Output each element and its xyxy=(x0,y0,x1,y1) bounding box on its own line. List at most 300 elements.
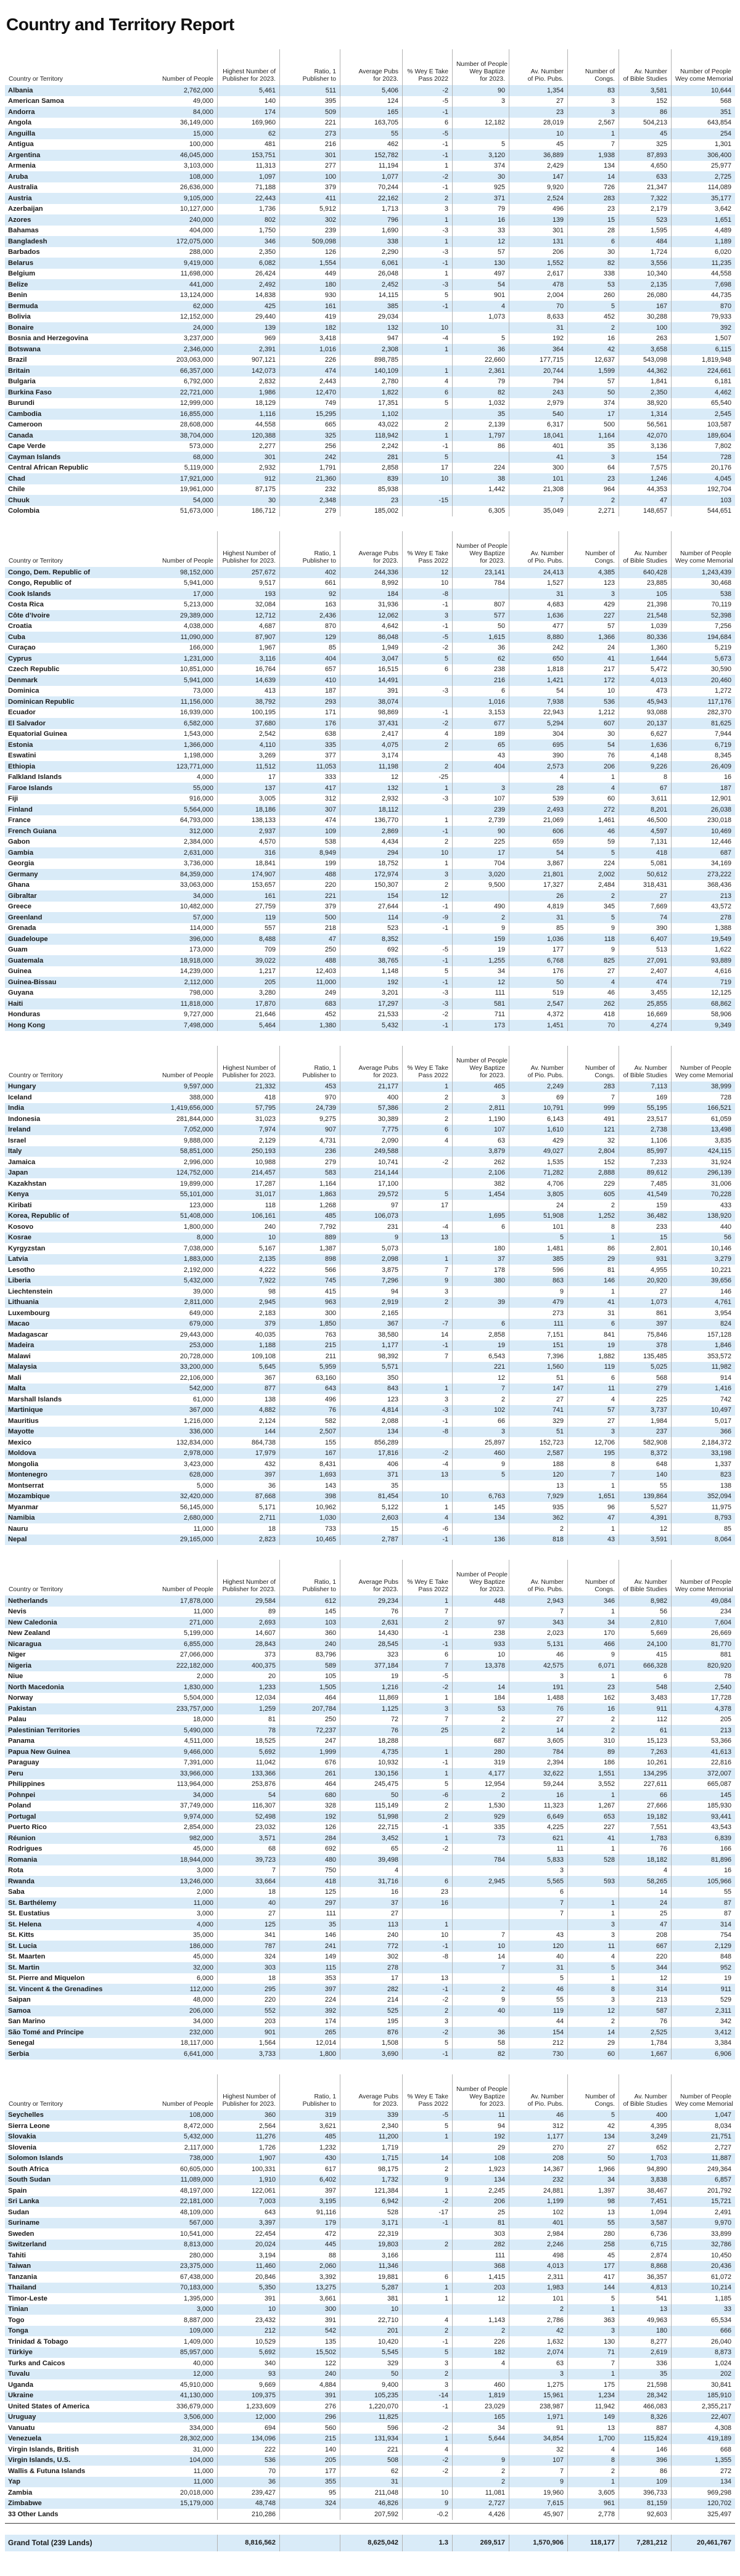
avg-cell: 98,175 xyxy=(340,2164,403,2175)
country-cell: Philippines xyxy=(8,1780,45,1788)
memorial-cell: 351 xyxy=(720,108,731,116)
highest-cell: 391 xyxy=(218,2293,280,2304)
ratio-cell: 126 xyxy=(280,1822,340,1833)
studies-cell: 2,810 xyxy=(619,1617,672,1628)
memorial-cell: 643,854 xyxy=(707,119,731,127)
baptized-cell: 54 xyxy=(453,279,509,290)
pct-cell xyxy=(403,1362,453,1373)
baptized-cell: 159 xyxy=(453,934,509,945)
studies-cell: 8,372 xyxy=(619,1448,672,1459)
table-row xyxy=(5,2005,735,2016)
people-cell: 36,149,000 xyxy=(142,118,218,129)
congs-cell: 227 xyxy=(568,1822,619,1833)
table-row xyxy=(5,2196,735,2207)
memorial-cell: 6,857 xyxy=(714,2176,731,2184)
congs-cell: 363 xyxy=(568,2315,619,2326)
ratio-cell: 312 xyxy=(280,794,340,805)
ratio-cell: 12,470 xyxy=(280,387,340,398)
studies-cell: 8,201 xyxy=(619,804,672,815)
country-cell: Timor-Leste xyxy=(8,2294,47,2302)
highest-cell: 10,529 xyxy=(218,2336,280,2347)
highest-cell: 1,750 xyxy=(218,226,280,237)
baptized-cell: 1,797 xyxy=(453,430,509,441)
studies-cell: 4,395 xyxy=(619,2121,672,2132)
avg-cell: 796 xyxy=(340,214,403,226)
ratio-cell: 474 xyxy=(280,365,340,377)
memorial-cell: 32,786 xyxy=(710,2241,731,2249)
table-row xyxy=(5,204,735,215)
congs-cell: 1 xyxy=(568,1607,619,1618)
pct-cell: -1 xyxy=(403,826,453,837)
pio-cell: 22,943 xyxy=(509,707,568,719)
congs-cell: 57 xyxy=(568,1405,619,1416)
people-cell: 1,216,000 xyxy=(142,1416,218,1427)
table-row xyxy=(5,1114,735,1125)
ratio-cell: 250 xyxy=(280,945,340,956)
country-cell: Uganda xyxy=(8,2381,34,2389)
highest-cell: 2,937 xyxy=(218,826,280,837)
highest-cell: 2,277 xyxy=(218,441,280,452)
avg-cell: 46,826 xyxy=(340,2498,403,2509)
studies-cell: 213 xyxy=(619,1995,672,2006)
highest-cell: 48,748 xyxy=(218,2498,280,2509)
memorial-cell: 189,604 xyxy=(707,431,731,439)
pct-cell xyxy=(403,1168,453,1179)
highest-cell: 418 xyxy=(218,1092,280,1103)
memorial-cell: 1,024 xyxy=(714,2359,731,2367)
table-row xyxy=(5,1125,735,1136)
pio-cell: 7,929 xyxy=(509,1491,568,1502)
people-cell: 6,855,000 xyxy=(142,1639,218,1650)
people-cell: 11,000 xyxy=(142,2477,218,2488)
people-cell: 39,000 xyxy=(142,1286,218,1297)
people-cell: 5,432,000 xyxy=(142,1276,218,1287)
country-cell: United States of America xyxy=(8,2402,90,2410)
highest-cell: 57,795 xyxy=(218,1103,280,1114)
pio-column-header: Av. Number of Pio. Pubs. xyxy=(509,1560,568,1596)
ratio-cell: 417 xyxy=(280,783,340,794)
baptized-cell: 7 xyxy=(453,1962,509,1973)
people-cell: 7,498,000 xyxy=(142,1020,218,1031)
studies-cell: 474 xyxy=(619,977,672,988)
table-row xyxy=(5,1822,735,1833)
pct-cell: 9 xyxy=(403,1276,453,1287)
pct-cell: 2 xyxy=(403,1103,453,1114)
highest-cell: 106,161 xyxy=(218,1211,280,1222)
avg-cell: 50 xyxy=(340,1790,403,1801)
memorial-cell: 79,933 xyxy=(710,313,731,321)
avg-cell: 2,787 xyxy=(340,1535,403,1546)
congs-cell: 57 xyxy=(568,377,619,388)
pct-cell: -2 xyxy=(403,1448,453,1459)
memorial-cell: 202 xyxy=(720,2370,731,2378)
studies-cell: 400 xyxy=(619,2110,672,2121)
highest-cell: 153,657 xyxy=(218,880,280,891)
country-cell: Bermuda xyxy=(8,302,38,310)
baptized-cell: 3,020 xyxy=(453,869,509,880)
ratio-cell: 187 xyxy=(280,686,340,697)
table-row xyxy=(5,2121,735,2132)
highest-cell: 643 xyxy=(218,2207,280,2218)
studies-cell: 7,322 xyxy=(619,193,672,204)
memorial-cell: 2,545 xyxy=(714,410,731,418)
ratio-cell: 1,554 xyxy=(280,258,340,269)
table-rows xyxy=(5,567,735,1031)
ratio-cell: 232 xyxy=(280,484,340,495)
studies-cell: 6 xyxy=(619,1671,672,1682)
studies-cell: 75,846 xyxy=(619,1329,672,1340)
ratio-cell: 464 xyxy=(280,1779,340,1790)
highest-cell: 81 xyxy=(218,1714,280,1726)
pct-cell: 13 xyxy=(403,1973,453,1984)
people-cell: 11,000 xyxy=(142,1607,218,1618)
people-cell: 2,996,000 xyxy=(142,1157,218,1168)
pct-cell: 10 xyxy=(403,1491,453,1502)
avg-cell: 9,400 xyxy=(340,2379,403,2391)
congs-cell: 11 xyxy=(568,1384,619,1395)
ratio-cell: 122 xyxy=(280,2358,340,2369)
congs-cell: 23 xyxy=(568,204,619,215)
pct-cell xyxy=(403,2304,453,2315)
memorial-cell: 43,572 xyxy=(710,903,731,911)
pct-cell: 2 xyxy=(403,2326,453,2337)
country-cell: Australia xyxy=(8,184,38,192)
pio-cell: 4,819 xyxy=(509,902,568,913)
studies-cell: 1,724 xyxy=(619,247,672,258)
congs-cell: 5 xyxy=(568,912,619,923)
ratio-cell: 171 xyxy=(280,707,340,719)
country-cell: Sri Lanka xyxy=(8,2198,39,2206)
avg-cell: 86,048 xyxy=(340,632,403,643)
memorial-cell: 529 xyxy=(720,1996,731,2004)
table-row xyxy=(5,2434,735,2445)
congs-cell: 2,804 xyxy=(568,1146,619,1157)
highest-cell: 7,003 xyxy=(218,2196,280,2207)
studies-cell: 25,855 xyxy=(619,998,672,1009)
studies-cell: 1,703 xyxy=(619,2153,672,2164)
pio-cell: 1,527 xyxy=(509,578,568,589)
country-cell: Tanzania xyxy=(8,2273,38,2281)
people-cell: 1,409,000 xyxy=(142,2336,218,2347)
pio-cell: 4,706 xyxy=(509,1178,568,1189)
pio-cell: 19,960 xyxy=(509,2487,568,2498)
pio-cell: 1,552 xyxy=(509,258,568,269)
highest-cell: 11,042 xyxy=(218,1758,280,1769)
baptized-cell: 497 xyxy=(453,269,509,280)
baptized-cell: 19 xyxy=(453,1340,509,1351)
pio-cell: 741 xyxy=(509,1405,568,1416)
highest-cell: 1,986 xyxy=(218,387,280,398)
pct-cell: 4 xyxy=(403,2444,453,2455)
ratio-cell: 511 xyxy=(280,85,340,96)
pct-cell xyxy=(403,2477,453,2488)
highest-cell: 28,843 xyxy=(218,1639,280,1650)
memorial-cell: 728 xyxy=(720,453,731,461)
ratio-cell: 240 xyxy=(280,1639,340,1650)
country-cell: Palau xyxy=(8,1716,27,1724)
people-cell: 34,000 xyxy=(142,2016,218,2028)
country-cell: St. Martin xyxy=(8,1963,39,1971)
baptized-cell: 303 xyxy=(453,2228,509,2240)
studies-cell: 21,347 xyxy=(619,182,672,194)
congs-cell: 1,966 xyxy=(568,2164,619,2175)
country-cell: Tonga xyxy=(8,2327,28,2335)
pio-cell: 147 xyxy=(509,171,568,182)
ratio-cell: 215 xyxy=(280,2434,340,2445)
country-cell: Bosnia and Herzegovina xyxy=(8,335,88,343)
avg-cell: 11,825 xyxy=(340,2412,403,2423)
congs-cell: 262 xyxy=(568,998,619,1009)
country-cell: Côte d’Ivoire xyxy=(8,611,50,619)
country-cell: Saipan xyxy=(8,1996,31,2004)
highest-cell: 17,287 xyxy=(218,1178,280,1189)
highest-cell: 116,307 xyxy=(218,1801,280,1812)
highest-cell: 8,488 xyxy=(218,934,280,945)
studies-cell: 325 xyxy=(619,139,672,150)
people-cell: 48,197,000 xyxy=(142,2185,218,2196)
baptized-cell: 4 xyxy=(453,301,509,312)
pct-column-header: % Wey E Take Pass 2022 xyxy=(403,531,453,567)
pio-cell: 818 xyxy=(509,1535,568,1546)
ratio-cell: 265 xyxy=(280,2027,340,2038)
memorial-cell: 39,656 xyxy=(710,1277,731,1285)
country-cell: Germany xyxy=(8,870,38,878)
highest-cell: 212 xyxy=(218,2326,280,2337)
pct-cell: 4 xyxy=(403,729,453,740)
ratio-cell: 763 xyxy=(280,1329,340,1340)
congs-cell: 98 xyxy=(568,2196,619,2207)
country-cell: Malta xyxy=(8,1385,26,1393)
people-cell: 649,000 xyxy=(142,1308,218,1319)
avg-cell: 692 xyxy=(340,945,403,956)
memorial-cell: 538 xyxy=(720,590,731,598)
memorial-cell: 11,975 xyxy=(711,1503,731,1511)
studies-cell: 2,874 xyxy=(619,2250,672,2261)
table-row xyxy=(5,1470,735,1481)
pio-cell: 27 xyxy=(509,1714,568,1726)
people-cell: 336,000 xyxy=(142,1427,218,1438)
baptized-cell: 784 xyxy=(453,1854,509,1865)
table-row xyxy=(5,1747,735,1758)
studies-cell: 12 xyxy=(619,1523,672,1535)
pio-cell: 7 xyxy=(509,1607,568,1618)
ratio-cell: 509 xyxy=(280,107,340,118)
baptized-cell: 25 xyxy=(453,2207,509,2218)
memorial-cell: 30,590 xyxy=(710,666,731,674)
avg-cell: 115,149 xyxy=(340,1801,403,1812)
highest-cell: 432 xyxy=(218,1459,280,1470)
studies-cell: 225 xyxy=(619,1394,672,1405)
highest-cell: 174 xyxy=(218,107,280,118)
table-row xyxy=(5,1362,735,1373)
avg-cell: 947 xyxy=(340,333,403,344)
highest-cell: 250,193 xyxy=(218,1146,280,1157)
memorial-cell: 43,543 xyxy=(710,1824,731,1832)
baptized-cell: 4 xyxy=(453,2358,509,2369)
baptized-cell: 280 xyxy=(453,1747,509,1758)
pio-cell: 2,984 xyxy=(509,2228,568,2240)
country-cell: Netherlands xyxy=(8,1597,48,1605)
congs-cell: 345 xyxy=(568,902,619,913)
pct-cell: 3 xyxy=(403,610,453,621)
pct-cell: -8 xyxy=(403,1427,453,1438)
studies-cell: 4,955 xyxy=(619,1265,672,1276)
people-cell: 35,000 xyxy=(142,1930,218,1941)
people-cell: 1,419,656,000 xyxy=(142,1103,218,1114)
highest-cell: 118 xyxy=(218,1200,280,1211)
ratio-cell: 161 xyxy=(280,301,340,312)
ratio-cell: 430 xyxy=(280,2153,340,2164)
table-row xyxy=(5,1200,735,1211)
memorial-cell: 10,214 xyxy=(710,2284,731,2292)
country-cell: Montserrat xyxy=(8,1482,44,1490)
memorial-cell: 1,819,948 xyxy=(701,356,731,364)
baptized-cell: 12 xyxy=(453,236,509,247)
people-cell: 222,182,000 xyxy=(142,1660,218,1671)
pio-cell: 1,481 xyxy=(509,1243,568,1254)
memorial-cell: 6,906 xyxy=(714,2050,731,2058)
ratio-cell: 589 xyxy=(280,1660,340,1671)
pio-cell xyxy=(509,1919,568,1930)
highest-cell: 29,584 xyxy=(218,1596,280,1607)
country-cell: St. Barthélemy xyxy=(8,1899,57,1907)
memorial-cell: 4,045 xyxy=(714,475,731,483)
people-cell: 18,944,000 xyxy=(142,1854,218,1865)
pio-cell: 206 xyxy=(509,247,568,258)
avg-cell: 5,432 xyxy=(340,1020,403,1031)
congs-cell: 4 xyxy=(568,1394,619,1405)
avg-cell: 10,932 xyxy=(340,1758,403,1769)
congs-cell: 258 xyxy=(568,2240,619,2251)
country-cell: Ghana xyxy=(8,881,30,889)
avg-cell: 22,162 xyxy=(340,193,403,204)
studies-cell: 1,636 xyxy=(619,740,672,751)
baptized-cell: 465 xyxy=(453,1082,509,1093)
memorial-cell: 1,301 xyxy=(714,141,731,149)
pio-cell: 390 xyxy=(509,751,568,762)
pio-cell: 7,151 xyxy=(509,1329,568,1340)
people-cell: 5,490,000 xyxy=(142,1725,218,1736)
people-cell: 206,000 xyxy=(142,2005,218,2016)
congs-cell: 229 xyxy=(568,1178,619,1189)
country-cell: São Tomé and Príncipe xyxy=(8,2028,84,2036)
country-cell: Finland xyxy=(8,805,33,813)
highest-cell: 31,017 xyxy=(218,1189,280,1200)
table-row xyxy=(5,1319,735,1330)
avg-cell: 85,938 xyxy=(340,484,403,495)
congs-cell: 7 xyxy=(568,139,619,150)
pct-cell xyxy=(403,675,453,686)
people-cell: 4,000 xyxy=(142,1919,218,1930)
country-cell: American Samoa xyxy=(8,97,64,105)
memorial-cell: 55 xyxy=(723,1888,731,1896)
ratio-cell: 485 xyxy=(280,2132,340,2143)
pio-cell: 34,854 xyxy=(509,2434,568,2445)
pct-cell: 1 xyxy=(403,1833,453,1844)
memorial-cell: 21,751 xyxy=(710,2133,731,2141)
table-row xyxy=(5,2038,735,2049)
highest-cell: 140 xyxy=(218,96,280,107)
country-cell: Greece xyxy=(8,903,31,911)
studies-cell: 86 xyxy=(619,107,672,118)
avg-cell: 3,174 xyxy=(340,751,403,762)
pio-cell: 10,791 xyxy=(509,1103,568,1114)
memorial-cell: 687 xyxy=(720,849,731,857)
people-cell: 573,000 xyxy=(142,441,218,452)
people-cell: 233,757,000 xyxy=(142,1703,218,1714)
ratio-cell: 665 xyxy=(280,420,340,431)
avg-cell: 62 xyxy=(340,2466,403,2477)
highest-cell: 9,517 xyxy=(218,578,280,589)
avg-cell: 17,100 xyxy=(340,1178,403,1189)
baptized-cell: 108 xyxy=(453,2153,509,2164)
studies-cell: 227,611 xyxy=(619,1779,672,1790)
baptized-cell: 203 xyxy=(453,2283,509,2294)
country-cell: Nauru xyxy=(8,1525,28,1533)
memorial-cell: 8,873 xyxy=(714,2349,731,2357)
memorial-cell: 273,222 xyxy=(707,870,731,878)
avg-cell: 294 xyxy=(340,847,403,858)
studies-cell: 1,314 xyxy=(619,409,672,420)
congs-cell: 54 xyxy=(568,740,619,751)
pio-cell: 151 xyxy=(509,1340,568,1351)
studies-cell: 318,431 xyxy=(619,880,672,891)
congs-cell: 47 xyxy=(568,1513,619,1524)
table-row xyxy=(5,1671,735,1682)
studies-cell: 3,737 xyxy=(619,1405,672,1416)
avg-cell: 17 xyxy=(340,1973,403,1984)
pct-cell xyxy=(403,1962,453,1973)
avg-cell: 35 xyxy=(340,1480,403,1491)
country-cell: Mauritius xyxy=(8,1417,39,1425)
pct-cell: 4 xyxy=(403,377,453,388)
memorial-cell: 81,896 xyxy=(710,1856,731,1864)
pio-cell: 4,013 xyxy=(509,2261,568,2272)
studies-cell: 504,213 xyxy=(619,118,672,129)
memorial-cell: 1,355 xyxy=(714,2456,731,2464)
studies-cell: 1,841 xyxy=(619,377,672,388)
highest-cell: 7 xyxy=(218,1865,280,1877)
people-cell: 4,000 xyxy=(142,772,218,783)
studies-cell: 418 xyxy=(619,847,672,858)
pio-cell: 85 xyxy=(509,923,568,934)
people-cell: 11,000 xyxy=(142,1523,218,1535)
highest-cell: 2,564 xyxy=(218,2121,280,2132)
table-section-3 xyxy=(5,1046,735,1546)
highest-cell: 93 xyxy=(218,2369,280,2380)
pct-cell: -3 xyxy=(403,247,453,258)
ratio-cell: 167 xyxy=(280,1448,340,1459)
baptized-cell: 10 xyxy=(453,1941,509,1952)
baptized-cell xyxy=(453,891,509,902)
country-cell: Cuba xyxy=(8,633,25,641)
congs-cell: 3 xyxy=(568,589,619,600)
ratio-cell: 870 xyxy=(280,621,340,632)
baptized-cell: 460 xyxy=(453,2379,509,2391)
baptized-cell: 901 xyxy=(453,290,509,301)
studies-cell: 154 xyxy=(619,452,672,463)
studies-cell: 3,591 xyxy=(619,1535,672,1546)
people-cell: 108,000 xyxy=(142,171,218,182)
people-cell: 26,636,000 xyxy=(142,182,218,194)
ratio-cell: 5,912 xyxy=(280,204,340,215)
ratio-cell: 2,507 xyxy=(280,1427,340,1438)
ratio-cell: 970 xyxy=(280,1092,340,1103)
baptized-cell: 6,305 xyxy=(453,506,509,517)
people-cell: 367,000 xyxy=(142,1405,218,1416)
table-row xyxy=(5,1340,735,1351)
pct-cell: -2 xyxy=(403,1995,453,2006)
